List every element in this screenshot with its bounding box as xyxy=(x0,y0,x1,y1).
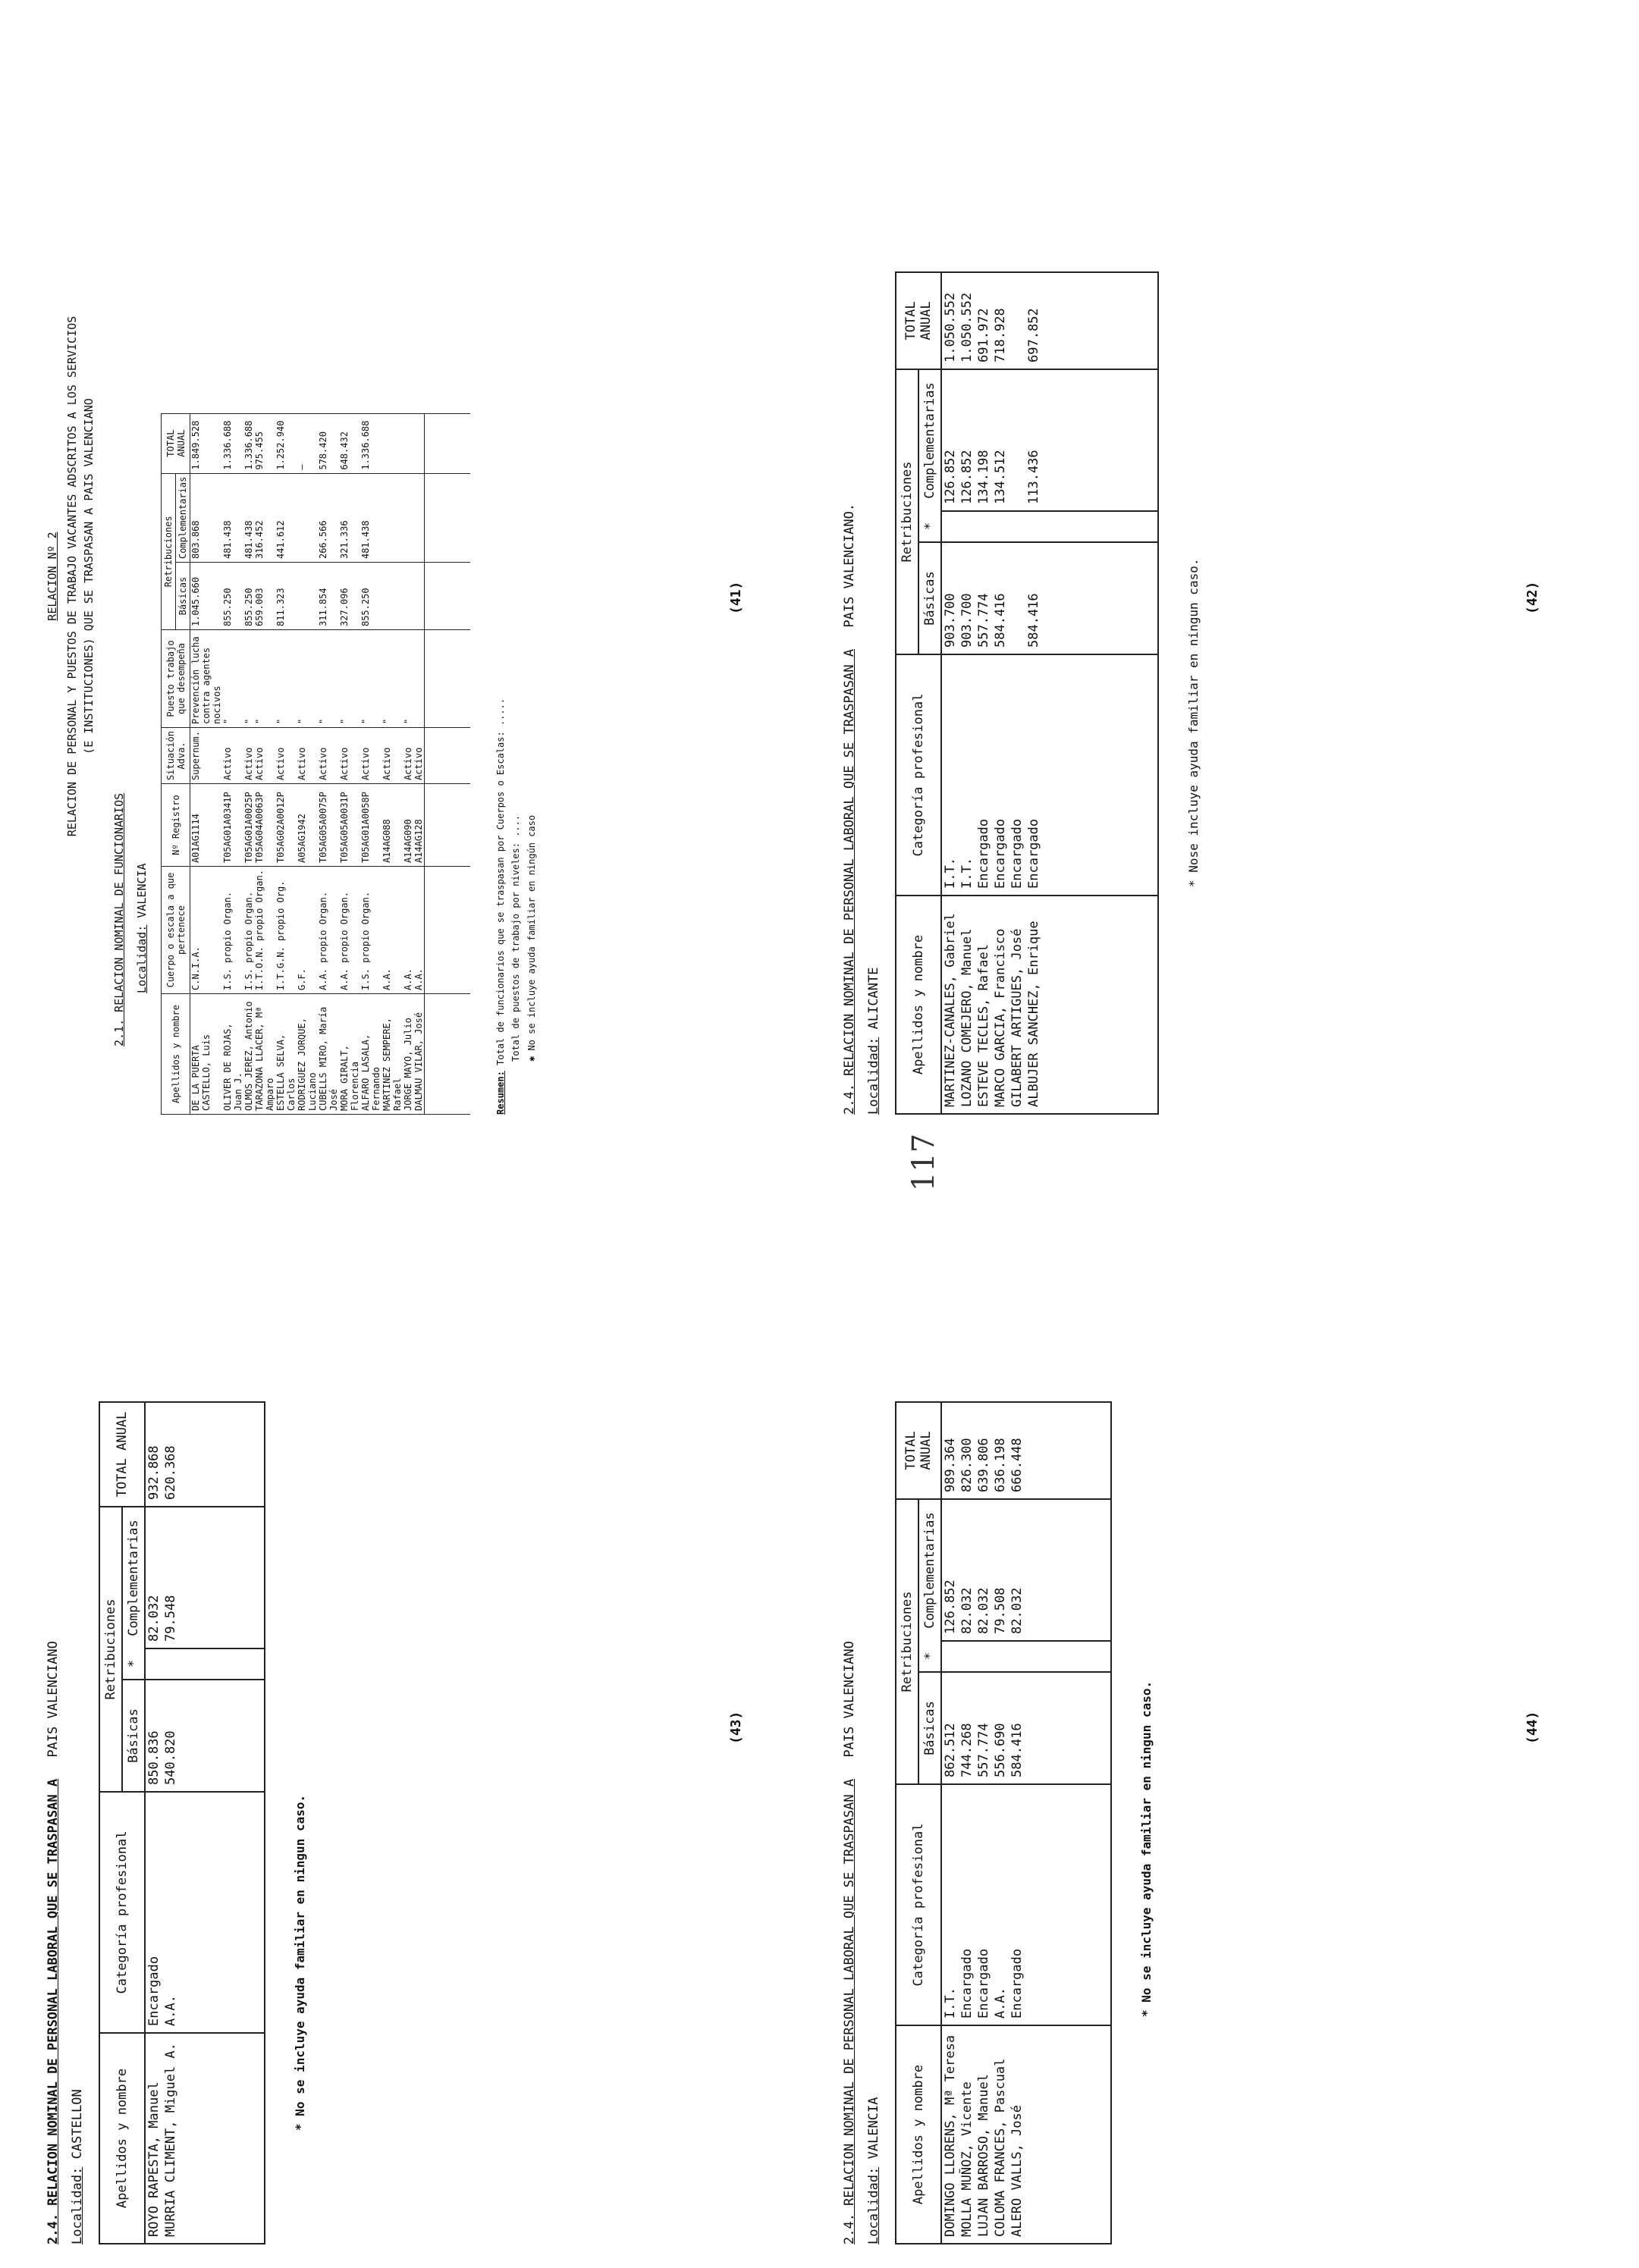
cell-registro: T05AG04A0063P xyxy=(254,784,275,867)
cell-complementarias: 113.436 xyxy=(1025,369,1042,511)
cell-puesto xyxy=(413,630,425,728)
cell-nombre: RODRIGUEZ JORQUE, Luciano xyxy=(297,994,318,1115)
cell-complementarias: 481.438 xyxy=(243,473,254,562)
cell-registro: T05AG01A0025P xyxy=(243,784,254,867)
cell-basicas: 855.250 xyxy=(243,563,254,630)
cell-complementarias: 82.032 xyxy=(1009,1499,1025,1641)
col-basicas: Básicas xyxy=(918,542,941,654)
col-complementarias: Complementarias xyxy=(918,1499,941,1641)
cell-nombre: DE LA PUERTA CASTELLO, Luis xyxy=(190,994,223,1115)
cell-puesto: " xyxy=(222,630,243,728)
table-row xyxy=(975,1402,992,2244)
resumen xyxy=(493,38,539,1115)
cell-categoria: I.T. xyxy=(941,1784,959,2025)
relacion-heading-2: (E INSTITUCIONES) QUE SE TRASPASAN A PAIS VALENCIANO xyxy=(82,398,96,754)
localidad xyxy=(866,1168,881,2244)
cell-puesto: " xyxy=(275,630,297,728)
page-43 xyxy=(46,1168,804,2244)
cell-basicas xyxy=(297,563,318,630)
table-row xyxy=(339,413,360,1114)
cell-puesto: " xyxy=(360,630,381,728)
cell-complementarias: 266.566 xyxy=(318,473,339,562)
cell-star xyxy=(975,511,992,542)
table-row xyxy=(145,1402,162,2244)
col-retribuciones: Retribuciones xyxy=(162,473,176,629)
cell-nombre: OLIVER DE ROJAS, Juan J. xyxy=(222,994,243,1115)
cell-total xyxy=(413,413,425,473)
cell-registro: A14AG128 xyxy=(413,784,425,867)
table-row xyxy=(413,413,425,1114)
cell-situacion: Activo xyxy=(381,728,403,784)
cell-registro: T05AG05A0075P xyxy=(318,784,339,867)
cell-categoria: A.A. xyxy=(162,1792,179,2033)
cell-basicas: 811.323 xyxy=(275,563,297,630)
cell-puesto: " xyxy=(243,630,254,728)
cell-basicas: 311.854 xyxy=(318,563,339,630)
cell-nombre: COLOMA FRANCES, Pascual xyxy=(992,2025,1009,2244)
cell-star xyxy=(975,1641,992,1672)
cell-complementarias xyxy=(403,473,413,562)
cell-situacion: Activo xyxy=(222,728,243,784)
laboral-rows xyxy=(941,1402,1111,2244)
col-retribuciones: Retribuciones xyxy=(99,1507,122,1792)
localidad-value: CASTELLON xyxy=(70,2089,85,2160)
localidad xyxy=(70,1168,85,2244)
cell-nombre: DALMAU VILAR, José xyxy=(413,994,425,1115)
cell-puesto: " xyxy=(318,630,339,728)
cell-nombre: ALFARO LASALA, Fernando xyxy=(360,994,381,1115)
col-basicas: Básicas xyxy=(176,563,190,630)
section-destino: PAIS VALENCIANO xyxy=(46,1641,61,1758)
cell-cuerpo: A.A. xyxy=(403,867,413,994)
col-nombre: Apellidos y nombre xyxy=(896,2025,941,2244)
section-title xyxy=(46,1168,61,2244)
col-retribuciones: Retribuciones xyxy=(896,1499,918,1784)
cell-nombre: MORA GIRALT, Florencia xyxy=(339,994,360,1115)
cell-nombre: TARAZONA LLACER, Mª Amparo xyxy=(254,994,275,1115)
cell-complementarias: 803.868 xyxy=(190,473,223,562)
col-total: TOTAL ANUAL xyxy=(896,1402,941,1499)
cell-basicas: 327.096 xyxy=(339,563,360,630)
cell-categoria: Encargado xyxy=(1009,1784,1025,2025)
cell-basicas: 584.416 xyxy=(1009,1672,1025,1784)
table-row xyxy=(297,413,318,1114)
cell-cuerpo: A.A. xyxy=(381,867,403,994)
cell-categoria: Encargado xyxy=(145,1792,162,2033)
cell-categoria: Encargado xyxy=(1025,654,1042,896)
footnote: * Nose incluye ayuda familiar en ningun caso. xyxy=(1186,558,1201,887)
cell-total: 691.972 xyxy=(975,272,992,369)
cell-nombre: ROYO RAPESTA, Manuel xyxy=(145,2033,162,2244)
cell-nombre: ESTELLA SELVA, Carlos xyxy=(275,994,297,1115)
col-star: * xyxy=(918,1641,941,1672)
cell-categoria: A.A. xyxy=(992,1784,1009,2025)
page-number: (41) xyxy=(728,581,744,614)
table-row xyxy=(941,272,959,1114)
cell-star xyxy=(959,511,975,542)
cell-nombre: ESTEVE TECLES, Rafael xyxy=(975,896,992,1114)
cell-registro: A05AG1942 xyxy=(297,784,318,867)
cell-nombre: MARTINEZ-CANALES, Gabriel xyxy=(941,896,959,1114)
table-row xyxy=(360,413,381,1114)
resumen-line-3: ✱ No se incluye ayuda familiar en ningún caso xyxy=(526,814,537,1062)
cell-nombre: LUJAN BARROSO, Manuel xyxy=(975,2025,992,2244)
cell-total: 826.300 xyxy=(959,1402,975,1499)
laboral-table-valencia xyxy=(895,1401,1112,2244)
cell-basicas: 557.774 xyxy=(975,542,992,654)
cell-basicas: 556.690 xyxy=(992,1672,1009,1784)
cell-basicas: 557.774 xyxy=(975,1672,992,1784)
cell-nombre: OLMOS JEREZ, Antonio xyxy=(243,994,254,1115)
laboral-rows xyxy=(145,1402,265,2244)
cell-basicas xyxy=(413,563,425,630)
cell-basicas: 903.700 xyxy=(941,542,959,654)
cell-total: 1.050.552 xyxy=(941,272,959,369)
cell-star xyxy=(162,1648,179,1680)
table-row xyxy=(941,1402,959,2244)
page-44 xyxy=(842,1168,1600,2244)
section-title xyxy=(842,38,857,1115)
localidad-label: Localidad: xyxy=(70,2166,85,2244)
localidad-value: VALENCIA xyxy=(135,863,149,918)
cell-star xyxy=(1009,1641,1025,1672)
cell-puesto: Prevención lucha contra agentes nocivos xyxy=(190,630,223,728)
relacion-heading-1: RELACION DE PERSONAL Y PUESTOS DE TRABAJO VACANTES ADSCRITOS A LOS SERVICIOS xyxy=(65,315,79,837)
col-star: * xyxy=(918,511,941,542)
col-complementarias: Complementarias xyxy=(918,369,941,511)
handwritten-folio: 117 xyxy=(906,1133,942,1192)
table-padding-row xyxy=(425,413,471,1114)
cell-complementarias: 79.548 xyxy=(162,1507,179,1648)
cell-total: 697.852 xyxy=(1025,272,1042,369)
cell-basicas: 540.820 xyxy=(162,1680,179,1792)
cell-registro: A14AG090 xyxy=(403,784,413,867)
cell-star xyxy=(145,1648,162,1680)
cell-basicas: 584.416 xyxy=(1025,542,1042,654)
cell-total: 620.368 xyxy=(162,1402,179,1507)
cell-star xyxy=(1025,511,1042,542)
cell-complementarias: 126.852 xyxy=(941,1499,959,1641)
cell-situacion: Activo xyxy=(297,728,318,784)
cell-star xyxy=(1009,511,1025,542)
col-cuerpo: Cuerpo o escala a que pertenece xyxy=(162,867,190,994)
col-retribuciones: Retribuciones xyxy=(896,369,918,654)
cell-complementarias: 316.452 xyxy=(254,473,275,562)
laboral-rows xyxy=(941,272,1158,1114)
cell-complementarias: 134.198 xyxy=(975,369,992,511)
cell-categoria: Encargado xyxy=(1009,654,1025,896)
table-row xyxy=(975,272,992,1114)
section-title xyxy=(842,1168,857,2244)
cell-registro: T05AG02A0012P xyxy=(275,784,297,867)
cell-star xyxy=(959,1641,975,1672)
cell-total: — xyxy=(297,413,318,473)
table-row xyxy=(381,413,403,1114)
cell-total xyxy=(1009,272,1025,369)
cell-total: 1.050.552 xyxy=(959,272,975,369)
col-categoria: Categoría profesional xyxy=(99,1792,145,2033)
table-row xyxy=(190,413,223,1114)
cell-registro: T05AG01A0341P xyxy=(222,784,243,867)
cell-cuerpo: I.S. propio Organ. xyxy=(360,867,381,994)
cell-complementarias: 481.438 xyxy=(360,473,381,562)
table-padding-row xyxy=(1042,272,1158,1114)
cell-situacion: Activo xyxy=(254,728,275,784)
col-basicas: Básicas xyxy=(122,1680,145,1792)
table-row xyxy=(1009,1402,1025,2244)
cell-total: 718.928 xyxy=(992,272,1009,369)
cell-puesto: " xyxy=(254,630,275,728)
col-star: * xyxy=(122,1648,145,1680)
cell-nombre: MURRIA CLIMENT, Miguel A. xyxy=(162,2033,179,2244)
cell-basicas: 584.416 xyxy=(992,542,1009,654)
cell-total: 932.868 xyxy=(145,1402,162,1507)
col-nombre: Apellidos y nombre xyxy=(896,896,941,1114)
table-row xyxy=(1025,272,1042,1114)
cell-total: 578.420 xyxy=(318,413,339,473)
cell-total: 1.252.940 xyxy=(275,413,297,473)
cell-cuerpo: A.A. xyxy=(413,867,425,994)
cell-complementarias: 481.438 xyxy=(222,473,243,562)
cell-complementarias: 82.032 xyxy=(959,1499,975,1641)
localidad xyxy=(866,38,881,1115)
section-destino: PAIS VALENCIANO xyxy=(842,1641,857,1758)
cell-cuerpo: G.F. xyxy=(297,867,318,994)
table-row xyxy=(254,413,275,1114)
localidad-label: Localidad: xyxy=(866,2166,881,2244)
table-row xyxy=(222,413,243,1114)
table-row xyxy=(1009,272,1025,1114)
cell-complementarias: 321.336 xyxy=(339,473,360,562)
cell-cuerpo: I.T.G.N. propio Org. xyxy=(275,867,297,994)
cell-star xyxy=(992,511,1009,542)
table-row xyxy=(992,272,1009,1114)
cell-complementarias: 134.512 xyxy=(992,369,1009,511)
table-row xyxy=(318,413,339,1114)
funcionarios-rows xyxy=(190,413,471,1114)
cell-basicas: 850.836 xyxy=(145,1680,162,1792)
cell-categoria: I.T. xyxy=(959,654,975,896)
cell-total xyxy=(381,413,403,473)
table-row xyxy=(992,1402,1009,2244)
cell-cuerpo: I.T.O.N. propio Organ. xyxy=(254,867,275,994)
section-text: 2.4. RELACION NOMINAL DE PERSONAL LABORAL QUE SE TRASPASAN A xyxy=(842,1778,857,2244)
cell-registro: A01AG1114 xyxy=(190,784,223,867)
cell-categoria: I.T. xyxy=(941,654,959,896)
col-nombre: Apellidos y nombre xyxy=(99,2033,145,2244)
col-complementarias: Complementarias xyxy=(122,1507,145,1648)
cell-total: 1.336.688 xyxy=(222,413,243,473)
localidad-label: Localidad: xyxy=(135,924,149,993)
asterisk-icon: ✱ xyxy=(526,1050,537,1062)
cell-complementarias: 82.032 xyxy=(145,1507,162,1648)
cell-cuerpo: I.S. propio Organ. xyxy=(243,867,254,994)
page-41 xyxy=(46,38,804,1115)
cell-complementarias: 82.032 xyxy=(975,1499,992,1641)
section-title: 2.1. RELACION NOMINAL DE FUNCIONARIOS xyxy=(112,792,126,1046)
col-total: TOTAL ANUAL xyxy=(896,272,941,369)
cell-total: 639.806 xyxy=(975,1402,992,1499)
cell-basicas: 659.003 xyxy=(254,563,275,630)
cell-puesto: " xyxy=(381,630,403,728)
page-number: (42) xyxy=(1524,581,1540,614)
table-padding-row xyxy=(1025,1402,1111,2244)
cell-categoria: Encargado xyxy=(959,1784,975,2025)
page-number: (44) xyxy=(1524,1711,1540,1744)
cell-complementarias: 79.508 xyxy=(992,1499,1009,1641)
cell-complementarias xyxy=(413,473,425,562)
cell-cuerpo: A.A. propio Organ. xyxy=(339,867,360,994)
col-registro: Nº Registro xyxy=(162,784,190,867)
cell-nombre: MARCO GARCIA, Francisco xyxy=(992,896,1009,1114)
section-text: 2.4. RELACION NOMINAL DE PERSONAL LABORAL QUE SE TRASPASAN A xyxy=(46,1778,61,2244)
cell-basicas: 744.268 xyxy=(959,1672,975,1784)
col-complementarias: Complementarias xyxy=(176,473,190,562)
page-number: (43) xyxy=(728,1711,744,1744)
col-categoria: Categoría profesional xyxy=(896,654,941,896)
cell-basicas xyxy=(403,563,413,630)
laboral-table-castellon xyxy=(99,1401,265,2244)
cell-puesto: " xyxy=(297,630,318,728)
table-row xyxy=(243,413,254,1114)
cell-complementarias: 441.612 xyxy=(275,473,297,562)
cell-total: 636.198 xyxy=(992,1402,1009,1499)
table-row xyxy=(959,272,975,1114)
col-total: TOTAL ANUAL xyxy=(162,413,190,473)
footnote: * No se incluye ayuda familiar en ningun caso. xyxy=(293,1794,307,2131)
funcionarios-table xyxy=(161,413,470,1115)
cell-basicas: 855.250 xyxy=(360,563,381,630)
cell-nombre: CUBELLS MIRO, María José xyxy=(318,994,339,1115)
cell-situacion: Activo xyxy=(339,728,360,784)
cell-star xyxy=(992,1641,1009,1672)
cell-total: 1.849.528 xyxy=(190,413,223,473)
cell-cuerpo: I.S. propio Organ. xyxy=(222,867,243,994)
localidad xyxy=(135,38,149,993)
col-nombre: Apellidos y nombre xyxy=(162,994,190,1115)
cell-basicas xyxy=(381,563,403,630)
cell-complementarias: 126.852 xyxy=(941,369,959,511)
cell-nombre: DOMINGO LLORENS, Mª Teresa xyxy=(941,2025,959,2244)
localidad-value: VALENCIA xyxy=(866,2097,881,2160)
table-row xyxy=(162,1402,179,2244)
cell-nombre: JORGE MAYO, Julio xyxy=(403,994,413,1115)
cell-situacion: Activo xyxy=(360,728,381,784)
table-row xyxy=(275,413,297,1114)
cell-basicas xyxy=(1009,542,1025,654)
cell-nombre: MARTINEZ SEMPERE, Rafael xyxy=(381,994,403,1115)
cell-situacion: Activo xyxy=(275,728,297,784)
section-destino: PAIS VALENCIANO. xyxy=(842,503,857,628)
cell-basicas: 1.045.660 xyxy=(190,563,223,630)
cell-puesto: " xyxy=(403,630,413,728)
cell-situacion: Activo xyxy=(318,728,339,784)
cell-total: 989.364 xyxy=(941,1402,959,1499)
cell-star xyxy=(941,1641,959,1672)
cell-nombre: ALERO VALLS, José xyxy=(1009,2025,1025,2244)
resumen-label: Resumen: xyxy=(495,1071,506,1115)
cell-total: 648.432 xyxy=(339,413,360,473)
page-42 xyxy=(842,38,1600,1115)
cell-registro: T05AG05A0031P xyxy=(339,784,360,867)
footnote: * No se incluye ayuda familiar en ningun caso. xyxy=(1139,1680,1154,2017)
resumen-line-2: Total de puestos de trabajo por niveles: .... xyxy=(510,814,522,1062)
cell-puesto: " xyxy=(339,630,360,728)
cell-registro: T05AG01A0058P xyxy=(360,784,381,867)
cell-situacion: Activo xyxy=(403,728,413,784)
localidad-value: ALICANTE xyxy=(866,967,881,1030)
localidad-label: Localidad: xyxy=(866,1037,881,1115)
cell-star xyxy=(941,511,959,542)
section-text: 2.4. RELACION NOMINAL DE PERSONAL LABORAL QUE SE TRASPASAN A xyxy=(842,648,857,1115)
cell-situacion: Supernum. xyxy=(190,728,223,784)
relacion-number: RELACION Nº 2 xyxy=(46,532,59,621)
col-basicas: Básicas xyxy=(918,1672,941,1784)
col-puesto: Puesto trabajo que desempeña xyxy=(162,630,190,728)
cell-complementarias: 126.852 xyxy=(959,369,975,511)
table-row xyxy=(959,1402,975,2244)
col-total: TOTAL ANUAL xyxy=(99,1402,145,1507)
resumen-line-1: Total de funcionarios que se traspasan por Cuerpos o Escalas: ..... xyxy=(495,698,506,1065)
cell-complementarias xyxy=(297,473,318,562)
cell-situacion: Activo xyxy=(413,728,425,784)
cell-total: 975.455 xyxy=(254,413,275,473)
col-situacion: Situación Adva. xyxy=(162,728,190,784)
cell-total: 666.448 xyxy=(1009,1402,1025,1499)
cell-nombre: GILABERT ARTIGUES, José xyxy=(1009,896,1025,1114)
col-categoria: Categoría profesional xyxy=(896,1784,941,2025)
cell-cuerpo: C.N.I.A. xyxy=(190,867,223,994)
cell-complementarias xyxy=(381,473,403,562)
cell-total: 1.336.688 xyxy=(243,413,254,473)
cell-categoria: Encargado xyxy=(992,654,1009,896)
cell-basicas: 855.250 xyxy=(222,563,243,630)
cell-total: 1.336.688 xyxy=(360,413,381,473)
table-row xyxy=(403,413,413,1114)
laboral-table-alicante xyxy=(895,271,1159,1115)
cell-nombre: LOZANO COMEJERO, Manuel xyxy=(959,896,975,1114)
cell-categoria: Encargado xyxy=(975,654,992,896)
cell-cuerpo: A.A. propio Organ. xyxy=(318,867,339,994)
table-padding-row xyxy=(179,1402,265,2244)
cell-registro: A14AG088 xyxy=(381,784,403,867)
cell-nombre: MOLLA MUÑOZ, Vicente xyxy=(959,2025,975,2244)
cell-categoria: Encargado xyxy=(975,1784,992,2025)
cell-basicas: 862.512 xyxy=(941,1672,959,1784)
cell-situacion: Activo xyxy=(243,728,254,784)
cell-basicas: 903.700 xyxy=(959,542,975,654)
cell-nombre: ALBUJER SANCHEZ, Enrique xyxy=(1025,896,1042,1114)
cell-complementarias xyxy=(1009,369,1025,511)
cell-total xyxy=(403,413,413,473)
